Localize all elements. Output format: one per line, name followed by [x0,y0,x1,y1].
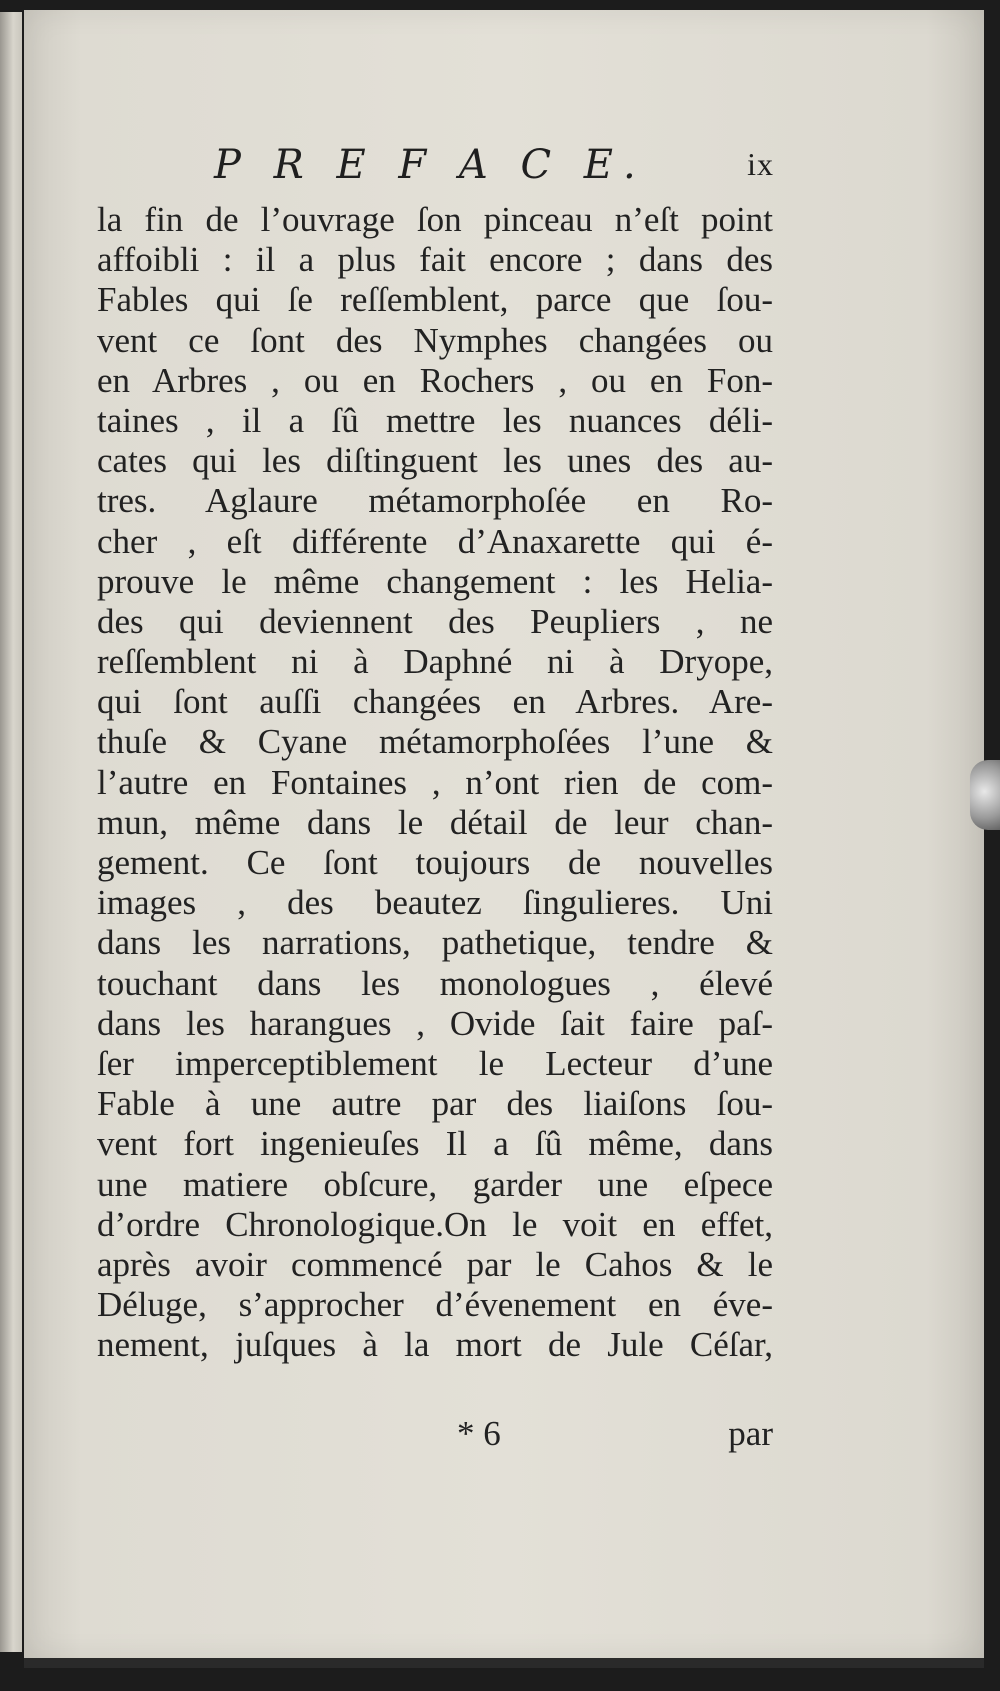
text-line: vent ce ſont des Nymphes changées ou [97,320,773,360]
text-line: Fables qui ſe reſſemblent, parce que ſou- [97,280,773,320]
running-head [214,142,774,192]
text-line: dans les narrations, pathetique, tendre & [97,923,773,963]
page-footer [97,1414,773,1458]
text-line: gement. Ce ſont toujours de nouvelles [97,843,773,882]
text-line: des qui deviennent des Peupliers , ne [97,601,773,641]
signature-mark: * 6 [457,1414,501,1453]
previous-page-edge [0,12,22,1652]
text-line: tres. Aglaure métamorphoſée en Ro- [97,481,773,521]
text-line: cher , eſt différente d’Anaxarette qui é- [97,521,773,561]
text-line: après avoir commencé par le Cahos & le [97,1244,773,1284]
text-line: une matiere obſcure, garder une eſpece [97,1164,773,1204]
text-line: d’ordre Chronologique.On le voit en effet, [97,1204,773,1244]
text-line: en Arbres , ou en Rochers , ou en Fon- [97,360,773,400]
text-line: Fable à une autre par des liaiſons ſou- [97,1084,773,1124]
page-bottom-shadow [24,1658,984,1668]
text-line: Déluge, s’approcher d’évenement en éve- [97,1285,773,1325]
book-page [24,10,984,1658]
text-line: dans les harangues , Ovide ſait faire paſ- [97,1003,773,1043]
page-clip [970,760,1000,830]
text-line: nement, juſques à la mort de Jule Céſar, [97,1325,773,1365]
text-line: l’autre en Fontaines , n’ont rien de com- [97,762,773,802]
catchword: par [728,1414,773,1453]
body-text [97,200,773,1365]
text-line: mun, même dans le détail de leur chan- [97,802,773,842]
text-line: affoibli : il a plus fait encore ; dans des [97,240,773,280]
text-line: ſer imperceptiblement le Lecteur d’une [97,1043,773,1083]
text-line: images , des beautez ſingulieres. Uni [97,883,773,923]
text-line: taines , il a ſû mettre les nuances déli- [97,400,773,440]
text-line: reſſemblent ni à Daphné ni à Dryope, [97,642,773,682]
text-line: vent fort ingenieuſes Il a ſû même, dans [97,1124,773,1164]
text-line: qui ſont auſſi changées en Arbres. Are- [97,682,773,722]
text-line: cates qui les diſtinguent les unes des au- [97,441,773,481]
text-line: la fin de l’ouvrage ſon pinceau n’eſt point [97,200,773,239]
text-line: prouve le même changement : les Helia- [97,561,773,601]
page-number: ix [747,146,774,182]
text-line: thuſe & Cyane métamorphoſées l’une & [97,722,773,762]
running-head-title: P R E F A C E. [214,142,646,188]
text-line: touchant dans les monologues , élevé [97,963,773,1003]
